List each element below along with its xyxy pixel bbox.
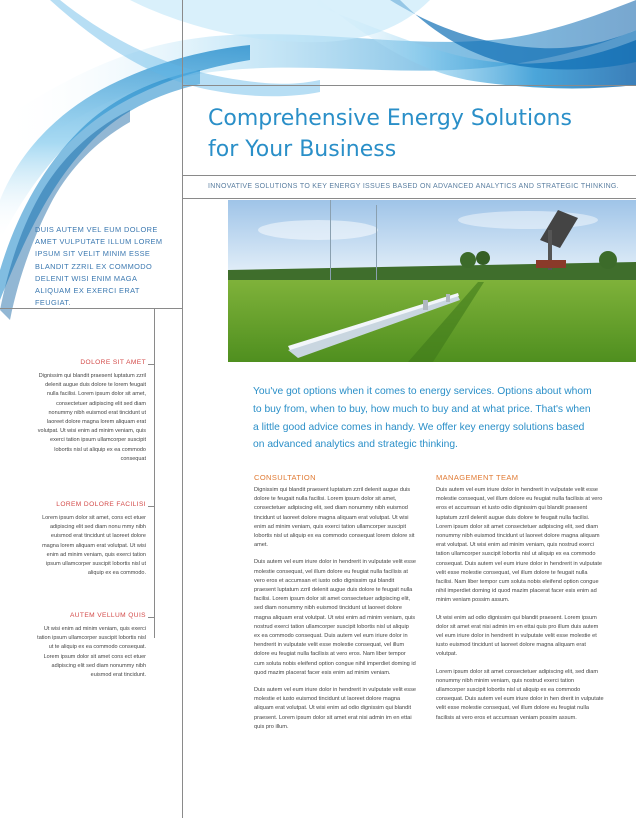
main-left-rule [182,198,183,818]
sidebar-heading: AUTEM VELLUM QUIS [69,612,146,619]
sidebar-text: Ut wisi enim ad minim veniam, quis exerci tation ipsum ullamcorper suscipit lobortis nisl ut te aliquip ex ea commodo consequat. Lorem ipsum dolor sit amet cons ect etuer adipiscing elit sed diam nonummy nibh euismod erat tincidunt. [37,626,146,679]
sidebar-tick [148,506,154,507]
sidebar-block [34,612,146,680]
column-consultation [254,473,416,740]
lead-paragraph: You've got options when it comes to energy services. Options about whom to buy from, when to buy, how much to buy and at what price. That's when a little good advice comes in handy. We offer key energy solutions based on advanced analytics and strategic thinking. [253,386,592,451]
tagline-rule [182,198,636,199]
sidebar-rule [154,308,155,638]
column-management-team [436,473,604,731]
tagline: INNOVATIVE SOLUTIONS TO KEY ENERGY ISSUES BASED ON ADVANCED ANALYTICS AND STRATEGIC THINKING. [208,183,619,190]
pipeline-photo [228,200,636,362]
title-line-1: Comprehensive Energy Solutions [208,106,572,131]
column-body [436,486,604,723]
intro-text: DUIS AUTEM VEL EUM DOLORE AMET VULPUTATE ILLUM LOREM IPSUM SIT VELIT MINIM ESSE BLANDIT ZZRIL EX COMMODO DELENIT WISI ENIM MAGA ALIQUAM EX EXERCI ERAT FEUGIAT. [35,225,163,308]
sidebar-text: Dignissim qui blandit praesent luptatum zzril delenit augue duis dolore te lorem feugait nulla facilisi. Lorem ipsum dolor sit amet, consectetuer adipiscing elit sed diam nonummy nibh euismod erat tincidunt ut laoreet dolore magna lorem aliquam erat volutpat. Ut wisi enim ad minim veniam, quis exerci tation ipsum ullamcorper suscipit lobortis nisl ut aliquip ex ea commodo consequat [37,373,146,462]
sidebar-block [34,359,146,464]
sidebar-heading: LOREM DOLORE FACILISI [56,501,146,508]
paragraph: Duis autem vel eum iriure dolor in hendrerit in vulputate velit esse molestie consequat, vel illum dolore eu feugiat nulla facilisis at vero eros et accumsan et iusto odio dignissim qui blandit praesent luptatum zzril delenit augue duis dolore te feugait nulla facilisi. Lorem ipsum dolor sit amet consectetuer adipiscing elit, sed diam nonummy nibh euismod tincidunt ut laoreet dolore magna aliquam erat volutpat. Ut wisi enim ad minim veniam, quis nostrud exerci tation ullamcorper suscipit lobortis nisl ut aliquip ex ea commodo consequat. Duis autem vel eum iriure dolor in hendrerit in vulputate velit esse molestie consequat, vel illum dolore te feugait nulla facilisi. Nam liber tempor cum soluta nobis eleifend option congue nihil imperdiet doming id quod mazim placerat facer esis enim ad minim veniam possim assum. [436,487,603,604]
sidebar-text: Lorem ipsum dolor sit amet, cons ect etuer adipiscing elit sed diam nonu mmy nibh euismod erat tincidunt ut laoreet dolore magna lorem aliquam erat volutpat. Ut wisi enim ad minim veniam, quis exerci tation ipsum ullamcorper suscipit lobortis nisl ut aliquip ex ea commodo. [42,515,146,577]
column-body [254,486,416,732]
paragraph: Duis autem vel eum iriure dolor in hendrerit in vulputate velit esse molestie et iusto euismod tincidunt ut laoreet dolore magna aliquam erat volutpat. Ut wisi enim ad odio dignissim qui blandit praesent. Lorem ipsum dolor sit amet erat nisi admin im en ettai quis pro illum. [254,687,416,730]
title-line-2: for Your Business [208,137,397,162]
sidebar-tick [148,364,154,365]
column-heading: MANAGEMENT TEAM [436,473,519,482]
column-heading: CONSULTATION [254,473,316,482]
header-bottom-rule [182,175,636,176]
header-top-rule [182,85,636,86]
header-left-rule [182,0,183,200]
sidebar-tick [148,617,154,618]
paragraph: Ut wisi enim ad odio dignissim qui blandit praesent. Lorem ipsum dolor sit amet erat nisi admin im en ettai quis pro illum duis autem vel eum iriure dolor in hendrerit in vulputate velit esse molestie et iusto euismod tincidunt ut laoreet dolore magna aliquam erat volutpat. [436,614,599,658]
sidebar-heading: DOLORE SIT AMET [80,359,146,366]
page-title [208,103,628,165]
paragraph: Dignissim qui blandit praesent luptatum zzril delenit augue duis dolore te feugait nulla facilisi. Lorem ipsum dolor sit amet, consectetuer adipiscing elit, sed diam nonummy nibh euismod tincidunt ut laoreet dolore magna aliquam erat volutpat. Ut wisi enim ad minim veniam, quis exerci tation ullamcorper suscipit lobortis nisl ut aliquip ex ea commodo consequat lorem dolore sit amet. [254,487,415,549]
sidebar-block [34,501,146,578]
paragraph: Duis autem vel eum iriure dolor in hendrerit in vulputate velit esse molestie consequat, vel illum dolore eu feugiat nulla facilisis at vero eros et accumsan et iusto odio dignissim qui blandit praesent luptatum zzril delenit augue duis dolore te feugait nulla facilisi. Lorem ipsum dolor sit amet consectetuer adipiscing elit, sed diam nonummy nibh euismod tincidunt ut laoreet dolore magna aliquam erat volutpat. Ut wisi enim ad minim veniam, quis nostrud exerci tation ullamcorper suscipit lobortis nisl ut aliquip ex ea commodo consequat. Duis autem vel eum iriure dolor in hendrerit in vulputate velit esse molestie consequat, vel illum dolore eu feugiat nulla facilisis at vero eros. Nam liber tempor cum soluta nobis eleifend option congue nihil imperdiet doming id quod mazim placerat facer esis enim ad minim veniam. [254,559,416,676]
paragraph: Lorem ipsum dolor sit amet consectetuer adipiscing elit, sed diam nonummy nibh minim veniam, quis nostrud exerci tation ullamcorper suscipit lobortis nisl ut aliquip ex ea commodo consequat. Duis autem vel eum iriure dolor in hen drerit in vulputate velit esse molestie consequat, vel illum dolore eu feugiat nulla facilisis at vero eros et accumsan veniam possim assum. [436,668,604,721]
